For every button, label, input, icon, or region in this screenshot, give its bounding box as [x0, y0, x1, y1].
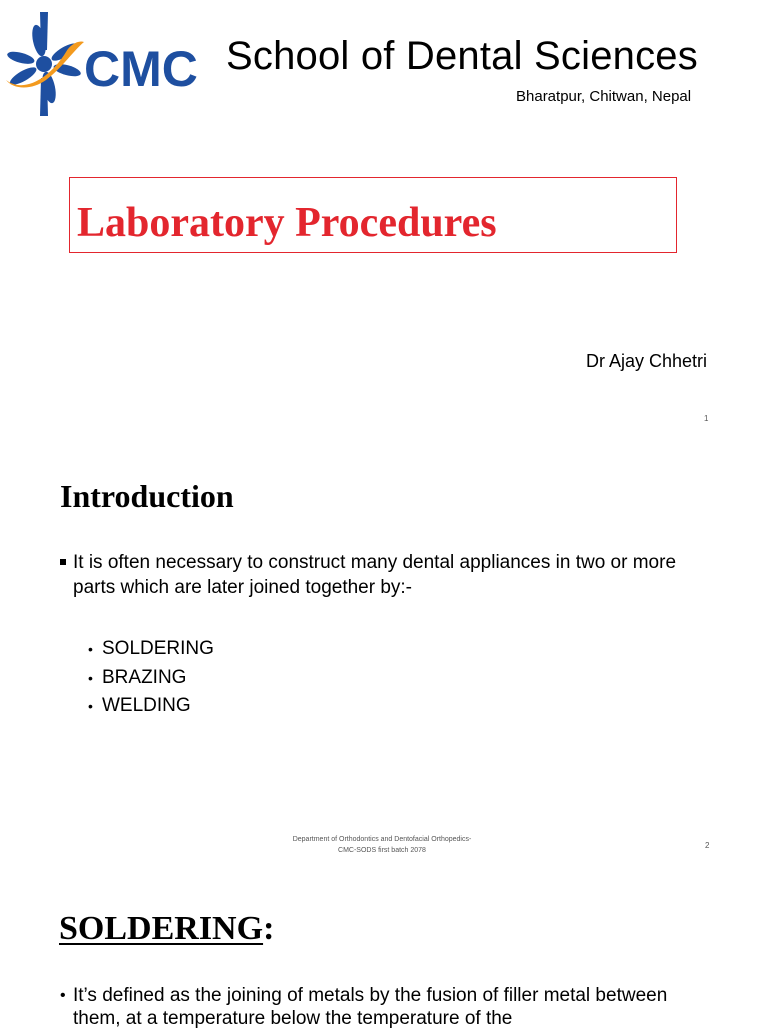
heading-text: SOLDERING — [59, 910, 264, 947]
joining-methods-list — [88, 635, 214, 721]
slide-heading: Introduction — [60, 478, 234, 514]
presentation-title: Laboratory Procedures — [77, 200, 497, 246]
cmc-logo-icon — [4, 8, 198, 120]
paragraph-text: It’s defined as the joining of metals by the fusion of filler metal between them, at a temperature below the temperature of the — [73, 985, 668, 1029]
footer-department: Department of Orthodontics and Dentofacial Orthopedics- — [292, 836, 472, 843]
list-item — [88, 664, 214, 693]
bullet-icon: • — [60, 987, 66, 1004]
school-location: Bharatpur, Chitwan, Nepal — [516, 88, 692, 105]
slide-introduction — [0, 440, 768, 872]
slide-footer — [232, 834, 532, 856]
page-number: 1 — [704, 414, 709, 423]
heading-colon: : — [263, 910, 275, 947]
title-box — [69, 177, 677, 253]
paragraph-text: It is often necessary to construct many dental appliances in two or more parts which are later joined together by:- — [73, 552, 677, 598]
bullet-icon: • — [88, 698, 93, 714]
slide-title — [0, 0, 768, 440]
cmc-logo-text: CMC — [84, 41, 198, 97]
list-item-label: BRAZING — [102, 666, 187, 688]
school-title: School of Dental Sciences — [226, 34, 698, 78]
list-item-label: WELDING — [102, 695, 191, 716]
slide-heading — [59, 910, 274, 948]
list-item-label: SOLDERING — [102, 638, 214, 659]
slide-soldering — [0, 872, 768, 1029]
page-number: 2 — [705, 841, 710, 850]
list-item — [88, 635, 214, 664]
bullet-icon: • — [88, 641, 93, 657]
square-bullet-icon — [60, 559, 66, 565]
list-item — [88, 692, 214, 721]
footer-batch: CMC-SODS first batch 2078 — [338, 847, 426, 854]
definition-paragraph — [60, 984, 700, 1030]
cmc-logo — [4, 8, 198, 120]
author-name: Dr Ajay Chhetri — [586, 351, 708, 371]
bullet-icon: • — [88, 669, 93, 686]
intro-paragraph — [60, 550, 700, 600]
